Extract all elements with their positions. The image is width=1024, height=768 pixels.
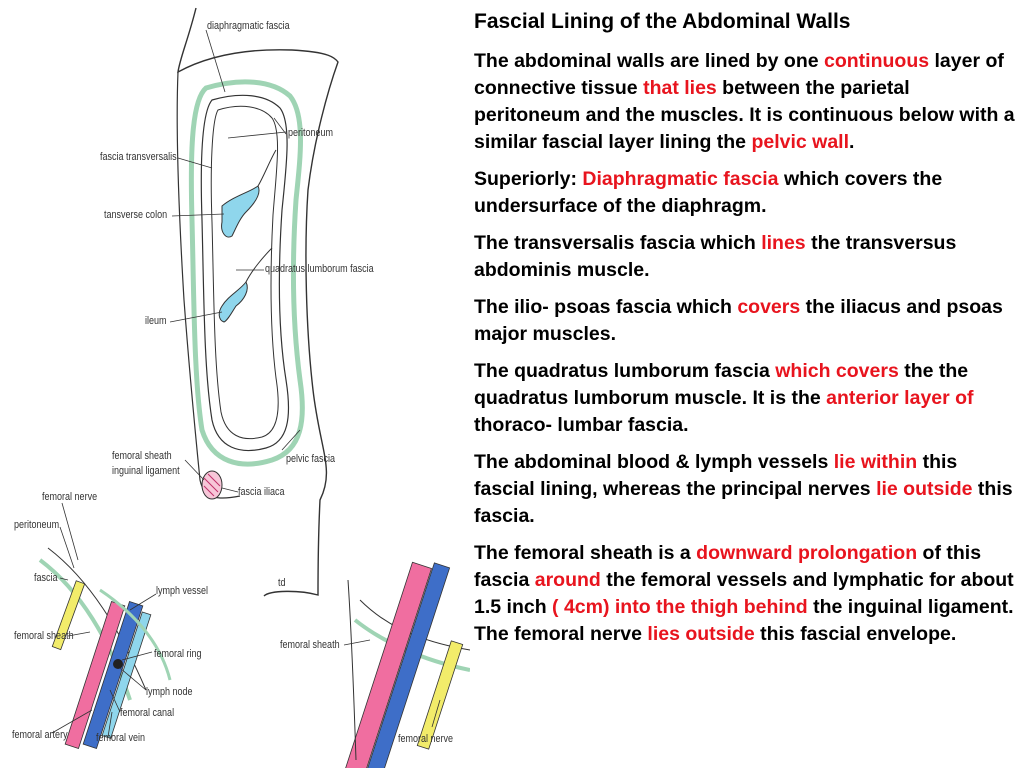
paragraph-5 bbox=[474, 358, 1018, 439]
label-fascia-iliaca: fascia iliaca bbox=[238, 486, 285, 499]
paragraph-text: of this fascia bbox=[474, 542, 982, 591]
label-femoral-sheath-left: femoral sheath bbox=[14, 630, 74, 643]
label-peritoneum-left: peritoneum bbox=[14, 519, 60, 532]
label-artist-mark: td bbox=[278, 577, 286, 590]
label-peritoneum-top: peritoneum bbox=[288, 127, 334, 140]
paragraph-text: between the parietal peritoneum and the muscles. It is continuous below with a similar fascial layer lining the bbox=[474, 77, 1015, 153]
body-contour-outline-left bbox=[177, 72, 240, 498]
paragraph-1 bbox=[474, 48, 1018, 156]
highlighted-text: lie within bbox=[833, 451, 918, 473]
highlighted-text: ( 4cm) into the thigh behind bbox=[552, 596, 808, 618]
paragraph-6 bbox=[474, 449, 1018, 530]
label-femoral-nerve-right: femoral nerve bbox=[398, 733, 454, 746]
paragraph-text: Superiorly: bbox=[474, 168, 583, 190]
paragraph-text: this fascial lining, whereas the principal nerves bbox=[474, 451, 958, 500]
paragraph-4 bbox=[474, 294, 1018, 348]
highlighted-text: Diaphragmatic fascia bbox=[582, 168, 779, 190]
paragraph-text: the transversus abdominis muscle. bbox=[474, 232, 957, 281]
paragraph-text: this fascia. bbox=[474, 478, 1013, 527]
lymph-node-dot bbox=[113, 659, 123, 669]
label-femoral-nerve-left: femoral nerve bbox=[42, 491, 98, 504]
highlighted-text: continuous bbox=[824, 50, 930, 72]
paragraph-text: the inguinal ligament. The femoral nerve bbox=[474, 596, 1014, 645]
label-lymph-node: lymph node bbox=[146, 686, 193, 699]
highlighted-text: pelvic wall bbox=[751, 131, 850, 153]
transverse-colon-shape bbox=[222, 186, 259, 237]
highlighted-text: lies outside bbox=[647, 623, 755, 645]
paragraph-text: the the quadratus lumborum muscle. It is the bbox=[474, 360, 969, 409]
paragraph-text: The quadratus lumborum fascia bbox=[474, 360, 776, 382]
paragraph-text: The femoral sheath is a bbox=[474, 542, 697, 564]
paragraph-text: this fascial envelope. bbox=[754, 623, 957, 645]
highlighted-text: around bbox=[534, 569, 601, 591]
label-transverse-colon: tansverse colon bbox=[104, 209, 168, 222]
paragraph-text: which covers the undersurface of the diaphragm. bbox=[474, 168, 943, 217]
text-panel bbox=[474, 8, 1018, 658]
label-femoral-vein: femoral vein bbox=[96, 732, 146, 745]
label-quadratus-lumborum-fascia: quadratus lumborum fascia bbox=[265, 263, 374, 276]
label-fascia-transversalis: fascia transversalis bbox=[100, 151, 177, 164]
paragraph-text: . bbox=[849, 131, 855, 153]
label-diaphragmatic-fascia: diaphragmatic fascia bbox=[207, 20, 290, 33]
paragraph-text: the femoral vessels and lymphatic for about 1.5 inch bbox=[474, 569, 1014, 618]
label-femoral-canal: femoral canal bbox=[120, 707, 175, 720]
leader-lines bbox=[170, 30, 300, 492]
slide-title: Fascial Lining of the Abdominal Walls bbox=[474, 10, 851, 33]
highlighted-text: lie outside bbox=[876, 478, 973, 500]
highlighted-text: covers bbox=[737, 296, 801, 318]
paragraph-text: The ilio- psoas fascia which bbox=[474, 296, 738, 318]
highlighted-text: which covers bbox=[775, 360, 899, 382]
label-lymph-vessel: lymph vessel bbox=[156, 585, 209, 598]
highlighted-text: that lies bbox=[643, 77, 717, 99]
paragraph-text: the iliacus and psoas major muscles. bbox=[474, 296, 1003, 345]
highlighted-text: anterior layer of bbox=[826, 387, 974, 409]
label-femoral-ring: femoral ring bbox=[154, 648, 202, 661]
paragraph-7 bbox=[474, 540, 1018, 648]
ileum-shape bbox=[219, 282, 247, 322]
paragraph-3 bbox=[474, 230, 1018, 284]
paragraph-text: thoraco- lumbar fascia. bbox=[474, 414, 689, 436]
abdominal-wall-fascia-diagram bbox=[0, 0, 470, 768]
highlighted-text: downward prolongation bbox=[696, 542, 918, 564]
label-pelvic-fascia: pelvic fascia bbox=[286, 453, 336, 466]
label-fascia-left: fascia bbox=[34, 572, 58, 585]
paragraph-list bbox=[474, 48, 1018, 648]
label-inguinal-ligament: inguinal ligament bbox=[112, 465, 180, 478]
paragraph-text: The abdominal blood & lymph vessels bbox=[474, 451, 834, 473]
label-femoral-sheath-top: femoral sheath bbox=[112, 450, 172, 463]
label-femoral-artery: femoral artery bbox=[12, 729, 68, 742]
paragraph-text: The abdominal walls are lined by one bbox=[474, 50, 825, 72]
paragraph-2 bbox=[474, 166, 1018, 220]
label-ileum: ileum bbox=[145, 315, 167, 328]
label-femoral-sheath-right: femoral sheath bbox=[280, 639, 340, 652]
paragraph-text: The transversalis fascia which bbox=[474, 232, 762, 254]
highlighted-text: lines bbox=[761, 232, 806, 254]
paragraph-text: layer of connective tissue bbox=[474, 50, 1004, 99]
